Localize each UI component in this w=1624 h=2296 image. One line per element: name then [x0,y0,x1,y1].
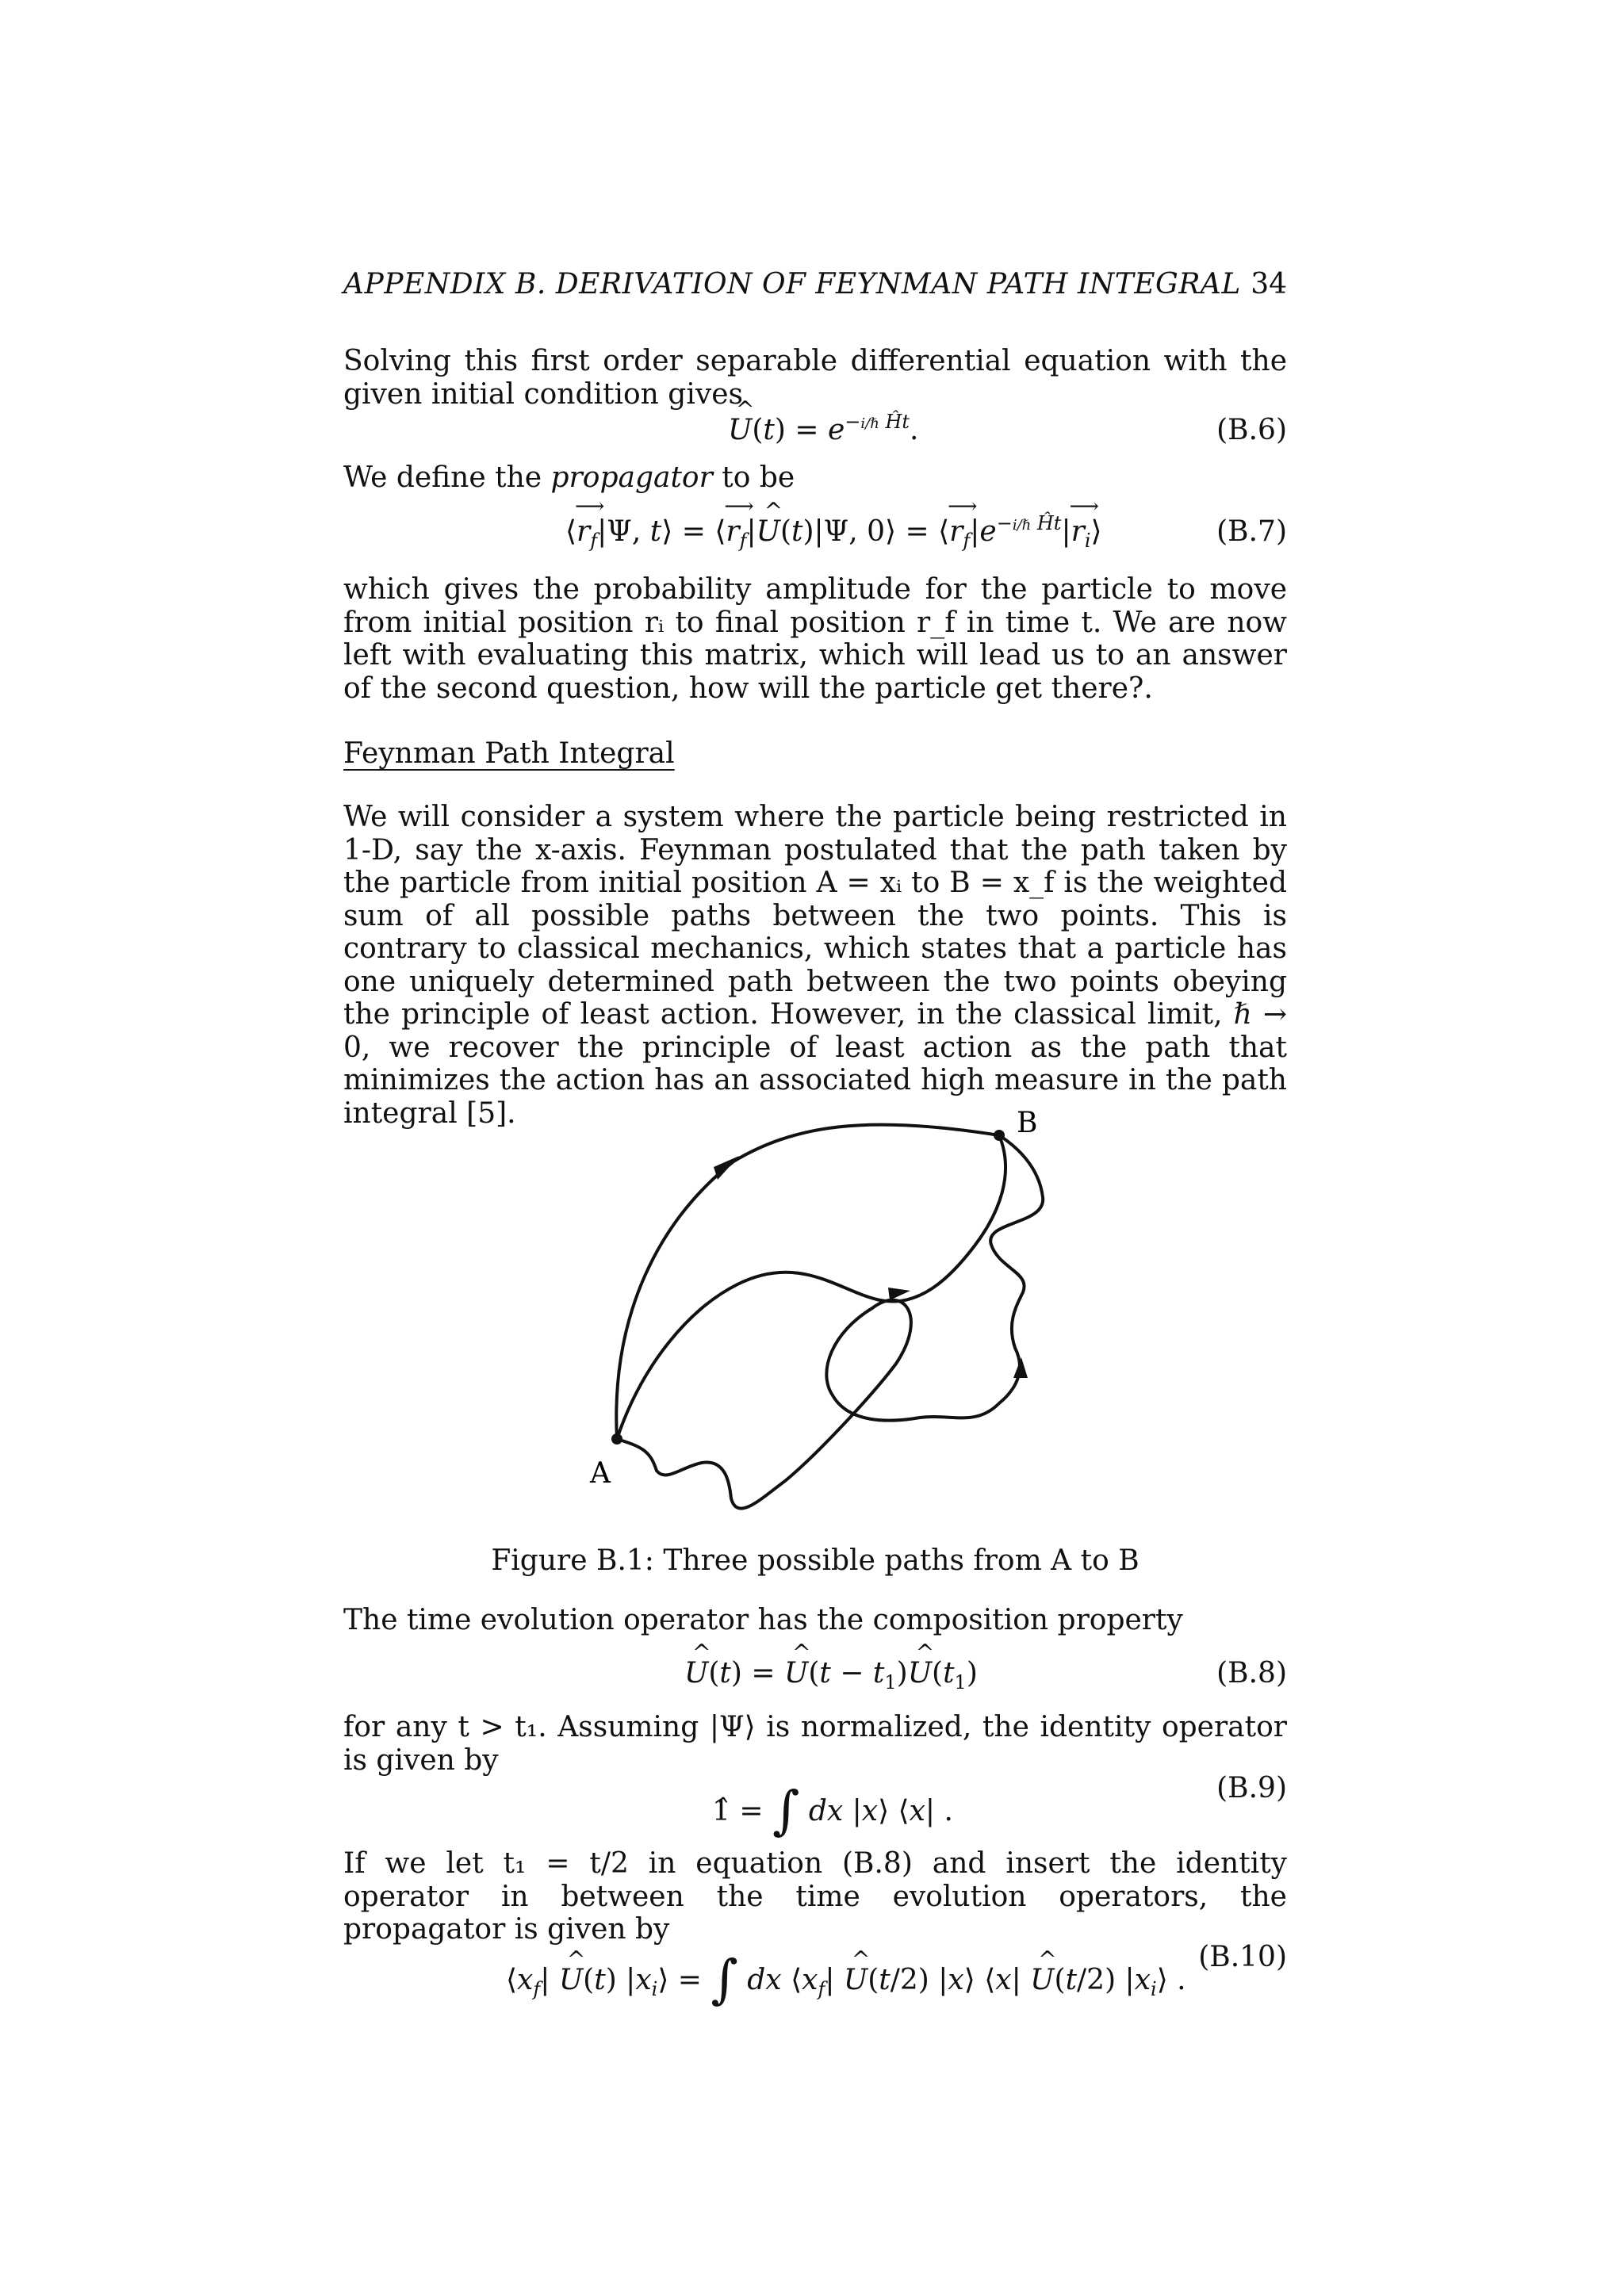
equation-b6-body: ^ $U(t) = e^{-i/\hbar Ĥt}$. [728,414,918,446]
equation-b10 [343,1941,1287,2010]
page-number: 34 [1251,268,1287,300]
propagator-def-text-2: to be [712,461,795,494]
label-a: A [590,1457,611,1490]
equation-b9-number: (B.9) [1216,1772,1287,1804]
point-b [994,1130,1005,1141]
section-heading: Feynman Path Integral [343,737,675,770]
section-heading-container [343,737,1287,770]
equation-b10-number: (B.10) [1198,1941,1287,1973]
arrow-upper [714,1156,739,1180]
paragraph-intro: Solving this first order separable differential equation with the given initial condition gives [343,345,1287,411]
propagator-def-text-1: We define the [343,461,551,494]
label-b: B [1017,1110,1038,1139]
equation-b6 [343,411,1287,453]
arrow-lower [1013,1357,1028,1378]
point-a [611,1433,622,1445]
equation-b8-number: (B.8) [1216,1657,1287,1689]
paragraph-identity: for any t > t₁. Assuming |Ψ⟩ is normalized, the identity operator is given by [343,1711,1287,1777]
paragraph-insert-identity: If we let t₁ = t/2 in equation (B.8) and insert the identity operator in between the time evolution operators, the propagator is given by [343,1847,1287,1946]
propagator-term: propagator [550,461,713,494]
figure-caption: Figure B.1: Three possible paths from A to B [491,1544,1139,1577]
path-middle-wave [617,1135,1005,1439]
paragraph-propagator-def [343,461,1287,495]
equation-b8 [343,1657,1287,1697]
header-title: APPENDIX B. DERIVATION OF FEYNMAN PATH INTEGRAL [343,268,1241,300]
paths-figure [555,1110,1078,1522]
paragraph-composition: The time evolution operator has the composition property [343,1604,1183,1636]
path-lower-loop [617,1135,1043,1509]
equation-b10-body: $⟨x_f|$ ^ U(t) $|x_i⟩$ = ∫ dx $⟨x_f|$ ^ U(t/2) |x⟩ ⟨x| ^ U(t/2) $|x_i⟩$ . [506,1941,1186,2002]
equation-b7-body: ⟨⟶ $r_f|\Psi$, t⟩ = ⟨⟶ $r_f|\^{}$ U(t)|Ψ, 0⟩ = ⟨⟶ $r_f|e^{-i/\hbar Ĥt}|⟶$ $r_i⟩$ [565,515,1102,548]
equation-b6-number: (B.6) [1216,414,1287,446]
equation-b9 [343,1772,1287,1841]
equation-b8-body: ^ U(t) = ^ $U(t - t_1)\^{}$ $U(t_1)$ [684,1657,978,1689]
equation-b7-number: (B.7) [1216,515,1287,548]
paragraph-probability: which gives the probability amplitude for the particle to move from initial position rᵢ to final position r_f in time t. We are now left with evaluating this matrix, which will lead us to an answer of the second question, how will the particle get there?. [343,573,1287,705]
equation-b9-body: 1̂ = ∫ dx |x⟩ ⟨x| . [712,1780,953,1841]
equation-b7 [343,512,1287,555]
running-header [343,268,1287,300]
paragraph-feynman: We will consider a system where the particle being restricted in 1-D, say the x-axis. Feynman postulated that the path taken by the particle from initial position A = xᵢ to B = x_f is the weighted sum of all possible paths between the two points. This is contrary to classical mechanics, which states that a particle has one uniquely determined path between the two points obeying the principle of least action. However, in the classical limit, ℏ → 0, we recover the principle of least action as the path that minimizes the action has an associated high measure in the path integral [5]. [343,801,1287,1130]
